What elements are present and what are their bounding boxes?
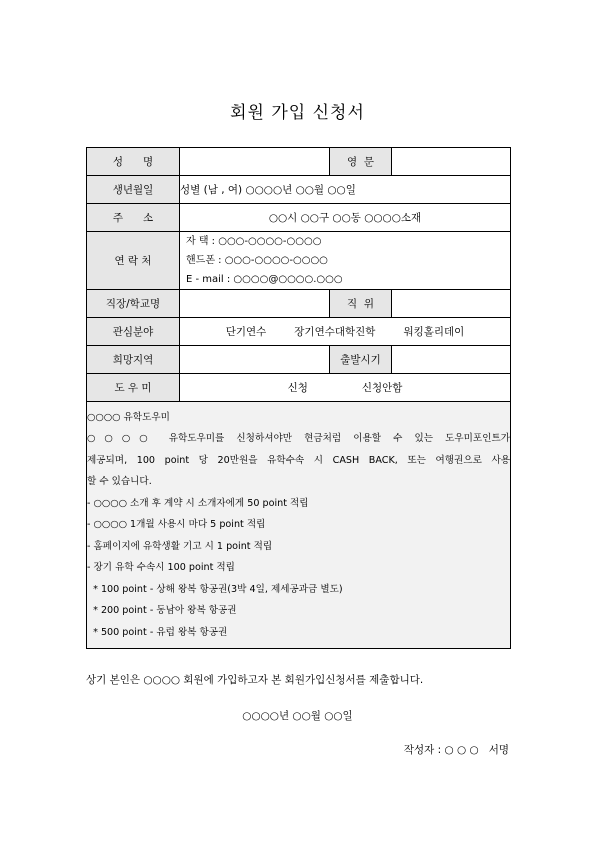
date-line[interactable]: ○○○○년 ○○월 ○○일 — [242, 710, 353, 722]
departure-label: 출발시기 — [330, 346, 392, 374]
application-form-table — [86, 147, 511, 649]
interest-row — [87, 318, 511, 346]
english-name-field[interactable] — [392, 148, 511, 176]
mobile-phone-field[interactable]: 핸드폰 : ○○○-○○○○-○○○○ — [186, 255, 328, 266]
notes-row — [87, 402, 511, 649]
contact-row — [87, 232, 511, 290]
work-field[interactable] — [180, 290, 330, 318]
name-field[interactable] — [180, 148, 330, 176]
notes-item: * 100 point - 상해 왕복 항공권(3박 4일, 제세공과금 별도) — [87, 583, 343, 595]
signature-line[interactable]: 작성자 : ○ ○ ○ 서명 — [403, 744, 509, 756]
notes-item: - ○○○○ 1개월 사용시 마다 5 point 적립 — [87, 519, 266, 531]
assist-options — [180, 374, 511, 402]
work-row — [87, 290, 511, 318]
name-label: 성 명 — [87, 148, 180, 176]
notes-item: - ○○○○ 소개 후 계약 시 소개자에게 50 point 적립 — [87, 497, 309, 509]
assist-label: 도 우 미 — [87, 374, 180, 402]
position-label: 직 위 — [330, 290, 392, 318]
declaration-text: 상기 본인은 ○○○○ 회원에 가입하고자 본 회원가입신청서를 제출합니다. — [86, 674, 424, 686]
interest-label: 관심분야 — [87, 318, 180, 346]
assist-row — [87, 374, 511, 402]
interest-option-working-holiday[interactable]: 워킹홀리데이 — [403, 326, 465, 338]
name-row — [87, 148, 511, 176]
address-value[interactable]: ○○시 ○○구 ○○동 ○○○○소재 — [180, 204, 511, 232]
assist-option-apply[interactable]: 신청 — [287, 382, 308, 394]
notes-box — [87, 402, 511, 649]
address-row — [87, 204, 511, 232]
english-name-label: 영 문 — [330, 148, 392, 176]
notes-item: * 200 point - 동남아 왕복 항공권 — [87, 605, 237, 617]
address-label: 주 소 — [87, 204, 180, 232]
position-field[interactable] — [392, 290, 511, 318]
region-label: 희망지역 — [87, 346, 180, 374]
contact-label: 연 락 처 — [87, 232, 180, 290]
notes-item: - 장기 유학 수속시 100 point 적립 — [87, 562, 235, 574]
region-row — [87, 346, 511, 374]
page-title: 회원 가입 신청서 — [230, 103, 365, 123]
assist-option-decline[interactable]: 신청안함 — [361, 382, 403, 394]
interest-options — [180, 318, 511, 346]
contact-values — [180, 232, 511, 290]
birth-row — [87, 176, 511, 204]
interest-option-short-term[interactable]: 단기연수 — [225, 326, 267, 338]
notes-heading: ○○○○ 유학도우미 — [87, 411, 170, 423]
notes-item: * 500 point - 유럽 왕복 항공권 — [87, 626, 228, 638]
notes-paragraph-line: 제공되며, 100 point 당 20만원을 유학수속 시 CASH BACK, 또는 여행권으로 사용 — [87, 454, 510, 466]
birth-label: 생년월일 — [87, 176, 180, 204]
email-field[interactable]: E - mail : ○○○○@○○○○.○○○ — [186, 274, 343, 285]
notes-item: - 홈페이지에 유학생활 기고 시 1 point 적립 — [87, 540, 273, 552]
departure-field[interactable] — [392, 346, 511, 374]
interest-option-long-term[interactable]: 장기연수대학진학 — [294, 326, 376, 338]
notes-paragraph-line: ○○○○ 유학도우미를 신청하셔야만 현금처럼 이용할 수 있는 도우미포인트가 — [87, 433, 510, 445]
work-label: 직장/학교명 — [87, 290, 180, 318]
home-phone-field[interactable]: 자 택 : ○○○-○○○○-○○○○ — [186, 236, 322, 247]
birth-value[interactable]: 성별 (남 , 여) ○○○○년 ○○월 ○○일 — [180, 176, 511, 204]
region-field[interactable] — [180, 346, 330, 374]
notes-paragraph-line: 할 수 있습니다. — [87, 476, 152, 488]
